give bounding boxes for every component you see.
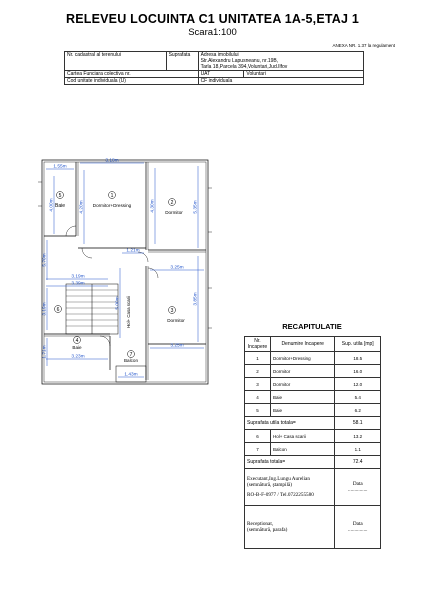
cell-nr: 6 [245, 430, 271, 443]
door-dormitor3 [148, 268, 158, 278]
door-baie4 [100, 336, 110, 346]
dim-label: 3.25m [170, 265, 184, 271]
table-row [245, 404, 381, 417]
door-dormitor2 [138, 252, 148, 262]
cell-sup: 5.4 [335, 391, 381, 404]
cell-nr: 7 [245, 443, 271, 456]
cell-name: Dormitor [270, 378, 335, 391]
room-name-6: Hol+ Casa scarii [126, 295, 131, 329]
cadastral-header-table [64, 51, 364, 85]
room-name-2: Dormitor [165, 210, 183, 215]
cell-sup: 12.0 [335, 378, 381, 391]
executant-sign-note: (semnătură, ştampilă) [247, 482, 292, 488]
cell-name: Balcon [270, 443, 335, 456]
room-name-5: Baie [54, 203, 66, 209]
cell-name: Baie [270, 391, 335, 404]
dim-label: 1.21m [126, 248, 140, 254]
table-row [245, 391, 381, 404]
cell-nr: 3 [245, 378, 271, 391]
cell-nr: 2 [245, 365, 271, 378]
dim-label: 3.23m [71, 354, 85, 360]
cell-name: Baie [270, 404, 335, 417]
room-num-7: 7 [129, 352, 133, 358]
dim-label: 3.18m [105, 158, 119, 164]
receptionat-data-dots: ............... [348, 527, 368, 533]
receptionat-label: Receptionat, [247, 521, 274, 527]
adresa-label: Adresa imobilului [200, 52, 239, 58]
col-header-denumire: Denumire Incapere [270, 337, 335, 352]
dim-label: 5.70m [42, 253, 48, 267]
room-num-6: 6 [56, 307, 60, 313]
cell-sup: 18.5 [335, 352, 381, 365]
cell-name: Hol+ Casa scarii [270, 430, 335, 443]
util-total-value: 58.1 [335, 417, 381, 430]
recap-title: RECAPITULATIE [282, 322, 342, 331]
room-name-4: Baie [72, 345, 82, 350]
dim-label: 1.55m [53, 164, 67, 170]
room-num-4: 4 [75, 338, 79, 344]
scale-label: Scara1:100 [188, 27, 237, 38]
dim-label: 3.19m [42, 302, 48, 316]
util-total-row [245, 417, 381, 430]
cell-sup: 6.2 [335, 404, 381, 417]
table-row [245, 378, 381, 391]
outer-wall [42, 160, 208, 384]
dim-label: 4.30m [150, 199, 156, 213]
room-num-1: 1 [110, 193, 114, 199]
dim-label: 3.85m [193, 292, 199, 306]
executant-data-dots: ............... [348, 487, 368, 493]
dim-label: 3.25m [170, 343, 184, 349]
floor-plan [38, 148, 223, 386]
uat-value-cell: Voluntari [244, 71, 364, 78]
suprafata-cell: Suprafata [166, 52, 198, 71]
room-num-3: 3 [170, 308, 174, 314]
executant-contact: RO-B-F-0977 / Tel.0722255580 [247, 492, 314, 498]
util-total-label: Suprafata utila totala= [245, 417, 335, 430]
dim-label: 3.19m [71, 274, 85, 280]
receptionat-data-label: Data [352, 521, 363, 527]
cell-sup: 13.2 [335, 430, 381, 443]
cell-nr: 1 [245, 352, 271, 365]
cell-name: Dormitor+Dressing [270, 352, 335, 365]
room-name-1: Dormitor+Dressing [92, 203, 132, 208]
total-value: 72.4 [335, 456, 381, 469]
cell-nr: 4 [245, 391, 271, 404]
dim-label: 3.39m [71, 281, 85, 287]
dim-label: 4.20m [79, 200, 85, 214]
cf-individuala-cell: CF individuala [198, 78, 363, 85]
door-dormitor1 [82, 248, 92, 258]
executant-name: Executant,Ing.Lungu Aurelian [247, 476, 310, 482]
dim-label: 5.35m [193, 200, 199, 214]
table-row [245, 430, 381, 443]
dim-label: 1.71m [42, 345, 48, 359]
table-row [245, 365, 381, 378]
document-title: RELEVEU LOCUINTA C1 UNITATEA 1A-5,ETAJ 1 [66, 12, 359, 26]
room-name-3: Dormitor [167, 318, 185, 323]
uat-cell: UAT [198, 71, 244, 78]
adresa-line1: Str.Alexandru Lapusneanu, nr.19B, [200, 58, 279, 64]
total-label: Suprafata totala= [245, 456, 335, 469]
room-num-5: 5 [58, 193, 62, 199]
table-row [245, 352, 381, 365]
dim-label: 5.00m [115, 296, 121, 310]
table-row [245, 443, 381, 456]
door-baie5 [66, 226, 76, 236]
cell-sup: 1.1 [335, 443, 381, 456]
room-name-7: Balcon [123, 358, 139, 363]
col-header-sup: Sup. utila [mp] [335, 337, 381, 352]
adresa-line2: Tarla 18,Parcela 394,Voluntari,Jud.Ilfov [200, 64, 288, 70]
carte-funciara-cell: Cartea Funciara colectiva nr. [65, 71, 199, 78]
dim-label: 4.00m [49, 198, 55, 212]
adresa-cell [198, 52, 363, 71]
executant-row [245, 469, 381, 506]
nr-cadastral-cell: Nr. cadastral al terenului [65, 52, 167, 71]
executant-data-label: Data [352, 481, 363, 487]
dim-label: 1.43m [124, 372, 138, 378]
receptionat-row [245, 506, 381, 549]
anexa-note: ANEXA NR. 1.37 la regulament [332, 43, 395, 48]
cell-nr: 5 [245, 404, 271, 417]
col-header-nr: Nr. Incapere [245, 337, 271, 352]
inner-wall-line [44, 162, 206, 382]
room-num-2: 2 [170, 200, 174, 206]
cell-name: Dormitor [270, 365, 335, 378]
total-row [245, 456, 381, 469]
receptionat-sign-note: (semnătură, parafa) [247, 527, 288, 533]
cod-unitate-cell: Cod unitate individuala (U) [65, 78, 199, 85]
cell-sup: 16.0 [335, 365, 381, 378]
recap-table [244, 336, 381, 549]
